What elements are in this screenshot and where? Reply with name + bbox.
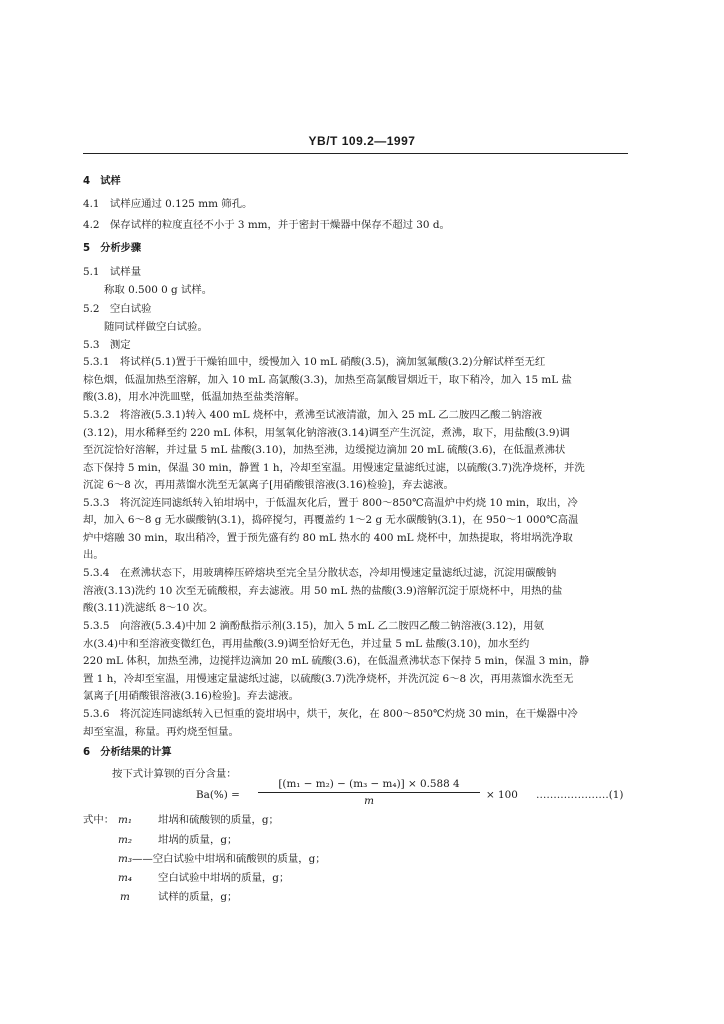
legend-symbol: m₃ <box>118 853 133 865</box>
clause-5-3-2-line: 5.3.2 将溶液(5.3.1)转入 400 mL 烧杯中，煮沸至试液清澈，加入 25 mL 乙二胺四乙酸二钠溶液 <box>83 409 543 421</box>
fraction-bar <box>258 792 480 793</box>
legend-symbol: m <box>120 891 130 903</box>
formula-equation-number: …………………(1) <box>536 789 624 801</box>
formula-lhs: Ba(%) = <box>196 789 240 801</box>
clause-5-3-5-line: 氯离子[用硝酸银溶液(3.16)检验]。弃去滤液。 <box>83 690 299 702</box>
clause-5-3-2-line: 态下保持 5 min，保温 30 min，静置 1 h，冷却至室温。用慢速定量滤纸过滤，以硫酸(3.7)洗净烧杯，并洗 <box>83 462 585 474</box>
legend-text: 坩埚的质量，g； <box>158 834 238 846</box>
clause-5-3-5-line: 220 mL 体积，加热至沸，边搅拌边滴加 20 mL 硫酸(3.6)，在低温煮沸状态下保持 5 min，保温 3 min，静 <box>83 655 590 667</box>
clause-5-3-5-line: 置 1 h，冷却至室温，用慢速定量滤纸过滤，以硫酸(3.7)洗净烧杯，并洗沉淀 6～8 次，再用蒸馏水洗至无 <box>83 673 574 685</box>
legend-text: 试样的质量，g； <box>158 891 238 903</box>
clause-5-2: 5.2 空白试验 <box>83 303 152 315</box>
legend-text: ——空白试验中坩埚和硫酸钡的质量，g； <box>132 853 326 865</box>
legend-text: 空白试验中坩埚的质量，g； <box>158 872 290 884</box>
clause-4-2: 4.2 保存试样的粒度直径不小于 3 mm，并于密封干燥器中保存不超过 30 d。 <box>83 219 450 231</box>
clause-5-3-3-line: 却，加入 6～8 g 无水碳酸钠(3.1)，捣碎搅匀，再覆盖约 1～2 g 无水碳酸钠(3.1)，在 950～1 000℃高温 <box>83 514 579 526</box>
legend-text: 坩埚和硫酸钡的质量，g； <box>158 814 279 826</box>
legend-symbol: m₄ <box>118 872 133 884</box>
clause-5-3-3-line: 5.3.3 将沉淀连同滤纸转入铂坩埚中，于低温灰化后，置于 800～850℃高温炉中灼烧 10 min，取出，冷 <box>83 497 578 509</box>
formula-times-100: × 100 <box>486 789 518 801</box>
clause-5-3-3-line: 出。 <box>83 549 104 561</box>
section-6-title: 6 分析结果的计算 <box>83 747 172 758</box>
clause-5-3-4-line: 溶液(3.13)洗约 10 次至无硫酸根，弃去滤液。用 50 mL 热的盐酸(3.9)溶解沉淀于原烧杯中，用热的盐 <box>83 585 563 597</box>
clause-5-3-4-line: 5.3.4 在煮沸状态下，用玻璃棒压碎熔块至完全呈分散状态，冷却用慢速定量滤纸过滤，沉淀用碳酸钠 <box>83 567 557 579</box>
clause-5-3-1-line: 棕色烟，低温加热至溶解，加入 10 mL 高氯酸(3.3)，加热至高氯酸冒烟近干，取下稍冷，加入 15 mL 盐 <box>83 374 572 386</box>
clause-5-3-2-line: 至沉淀恰好溶解，并过量 5 mL 盐酸(3.10)，加热至沸，边缓搅边滴加 20 mL 硫酸(3.6)，在低温煮沸状 <box>83 444 566 456</box>
section-4-title: 4 试样 <box>83 176 121 187</box>
legend-symbol: m₂ <box>118 834 133 846</box>
formula-denominator: m <box>364 795 374 807</box>
clause-5-3-2-line: 沉淀 6～8 次，再用蒸馏水洗至无氯离子[用硝酸银溶液(3.16)检验]，弃去滤液。 <box>83 479 454 491</box>
standard-code-header: YB/T 109.2—1997 <box>308 134 416 148</box>
clause-5-2-body: 随同试样做空白试验。 <box>104 321 208 333</box>
section-5-title: 5 分析步骤 <box>83 243 142 254</box>
legend-prefix: 式中： <box>83 814 115 826</box>
clause-5-3: 5.3 测定 <box>83 339 131 351</box>
clause-5-3-3-line: 炉中熔融 30 min，取出稍冷，置于预先盛有约 80 mL 热水的 400 mL 烧杯中，加热提取，将坩埚洗净取 <box>83 532 573 544</box>
header-rule <box>83 153 628 154</box>
clause-5-3-6-line: 却至室温，称量。再灼烧至恒量。 <box>83 726 239 738</box>
clause-5-3-6-line: 5.3.6 将沉淀连同滤纸转入已恒重的瓷坩埚中，烘干，灰化，在 800～850℃灼烧 30 min，在干燥器中冷 <box>83 708 578 720</box>
clause-5-3-2-line: (3.12)，用水稀释至约 220 mL 体积，用氢氧化钠溶液(3.14)调至产生沉淀，煮沸，取下，用盐酸(3.9)调 <box>83 427 570 439</box>
clause-5-3-4-line: 酸(3.11)洗滤纸 8～10 次。 <box>83 602 214 614</box>
legend-symbol: m₁ <box>118 814 133 826</box>
clause-5-3-5-line: 5.3.5 向溶液(5.3.4)中加 2 滴酚酞指示剂(3.15)，加入 5 mL 乙二胺四乙酸二钠溶液(3.12)，用氨 <box>83 620 544 632</box>
clause-4-1: 4.1 试样应通过 0.125 mm 筛孔。 <box>83 198 253 210</box>
clause-5-3-1-line: 5.3.1 将试样(5.1)置于干燥铂皿中，缓慢加入 10 mL 硝酸(3.5)，滴加氢氟酸(3.2)分解试样至无红 <box>83 356 546 368</box>
clause-5-1-body: 称取 0.500 0 g 试样。 <box>104 284 213 296</box>
clause-5-3-1-line: 酸(3.8)，用水冲洗皿壁，低温加热至盐类溶解。 <box>83 391 306 403</box>
formula-numerator: [(m₁ − m₂) − (m₃ − m₄)] × 0.588 4 <box>278 778 460 790</box>
clause-5-1: 5.1 试样量 <box>83 266 142 278</box>
formula-intro: 按下式计算钡的百分含量： <box>112 768 237 780</box>
clause-5-3-5-line: 水(3.4)中和至溶液变微红色，再用盐酸(3.9)调至恰好无色，并过量 5 mL 盐酸(3.10)，加水至约 <box>83 638 530 650</box>
